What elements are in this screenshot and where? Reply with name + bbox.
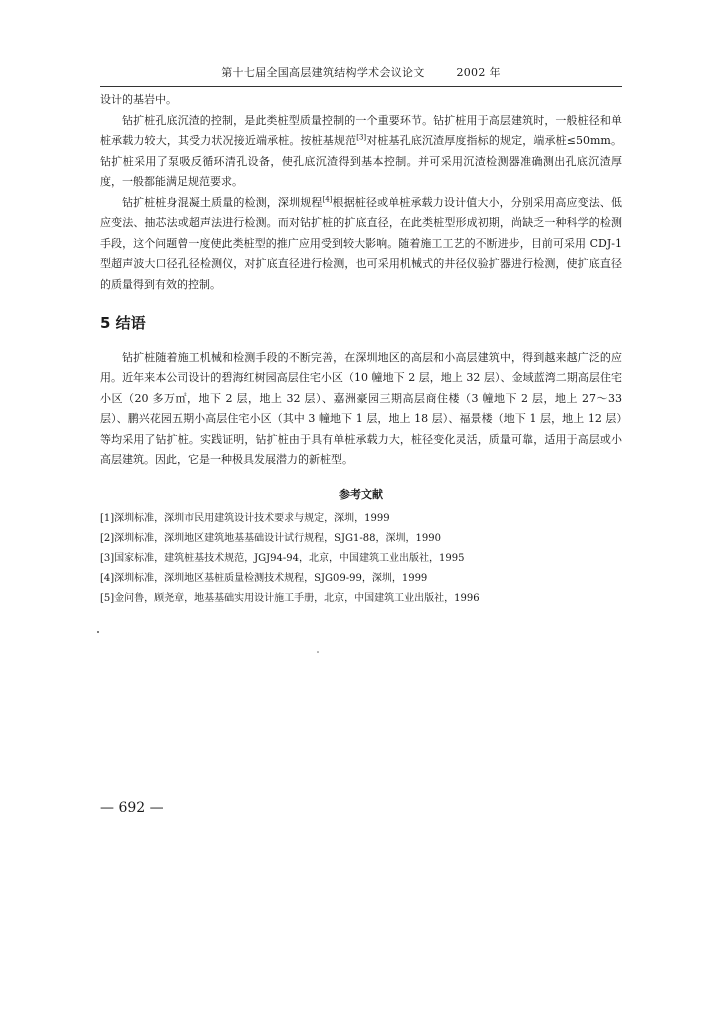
header-year: 2002 年 <box>456 66 501 79</box>
paragraph-text-tail: 根据桩径或单桩承载力设计值大小，分别采用高应变法、低应变法、抽芯法或超声法进行检测。而对钻扩桩的扩底直径，在此类桩型形成初期，尚缺乏一种科学的检测手段，这个问题曾一度使此类桩型的推广应用受到较大影响。随着施工工艺的不断进步，目前可采用 CDJ-1 型超声波大口径孔径检测仪，对扩底直径进行检测，也可采用机械式的井径仪验扩器进行检测，使扩底直径的质量得到有效的控制。 <box>100 195 623 291</box>
page-number: — 692 — <box>100 800 164 816</box>
references-heading: 参考文献 <box>339 487 383 501</box>
paragraph-conclusion: 钻扩桩随着施工机械和检测手段的不断完善，在深圳地区的高层和小高层建筑中，得到越来越广泛的应用。近年来本公司设计的碧海红树园高层住宅小区（10 幢地下 2 层，地上 32 层）、金域蓝湾二期高层住宅小区（20 多万㎡，地下 2 层，地上 32 层）、嘉洲豪园三期高层商住楼（3 幢地下 2 层，地上 27～33 层）、鹏兴花园五期小高层住宅小区（其中 3 幢地下 1 层，地上 18 层）、福景楼（地下 1 层，地上 12 层）等均采用了钻扩桩。实践证明，钻扩桩由于具有单桩承载力大，桩径变化灵活，质量可靠，适用于高层或小高层建筑。因此，它是一种极具发展潜力的新桩型。 <box>100 350 622 466</box>
reference-item: [3]国家标准，建筑桩基技术规范，JGJ94-94，北京，中国建筑工业出版社，1995 <box>100 553 465 564</box>
section-heading: 5 结语 <box>100 314 146 332</box>
citation-marker: [3] <box>356 133 367 142</box>
paragraph-continuation: 设计的基岩中。 <box>100 93 177 106</box>
paragraph-text: 钻扩桩桩身混凝土质量的检测，深圳规程 <box>122 195 323 209</box>
reference-item: [4]深圳标准，深圳地区基桩质量检测技术规程，SJG09-99，深圳，1999 <box>100 573 428 584</box>
citation-marker: [4] <box>322 194 333 203</box>
paragraph-text: 钻扩桩孔底沉渣的控制，是此类桩型质量控制的一个重要环节。钻扩桩用于高层建筑时，一般桩径和单桩承载力较大，其受力状况接近端承桩。按桩基规范 <box>100 113 622 147</box>
header-title: 第十七届全国高层建筑结构学术会议论文 <box>221 66 425 79</box>
reference-item: [2]深圳标准，深圳地区建筑地基基础设计试行规程，SJG1-88，深圳，1990 <box>100 533 441 544</box>
paragraph-text-tail: 对桩基孔底沉渣厚度指标的规定，端承桩≤50mm。钻扩桩采用了泵吸反循环清孔设备，使孔底沉渣得到基本控制。并可采用沉渣检测器准确测出孔底沉渣厚度，一般都能满足规范要求。 <box>100 134 623 188</box>
reference-item: [5]金问鲁，顾尧章，地基基础实用设计施工手册，北京，中国建筑工业出版社，1996 <box>100 593 480 604</box>
reference-item: [1]深圳标准，深圳市民用建筑设计技术要求与规定，深圳，1999 <box>100 513 390 524</box>
